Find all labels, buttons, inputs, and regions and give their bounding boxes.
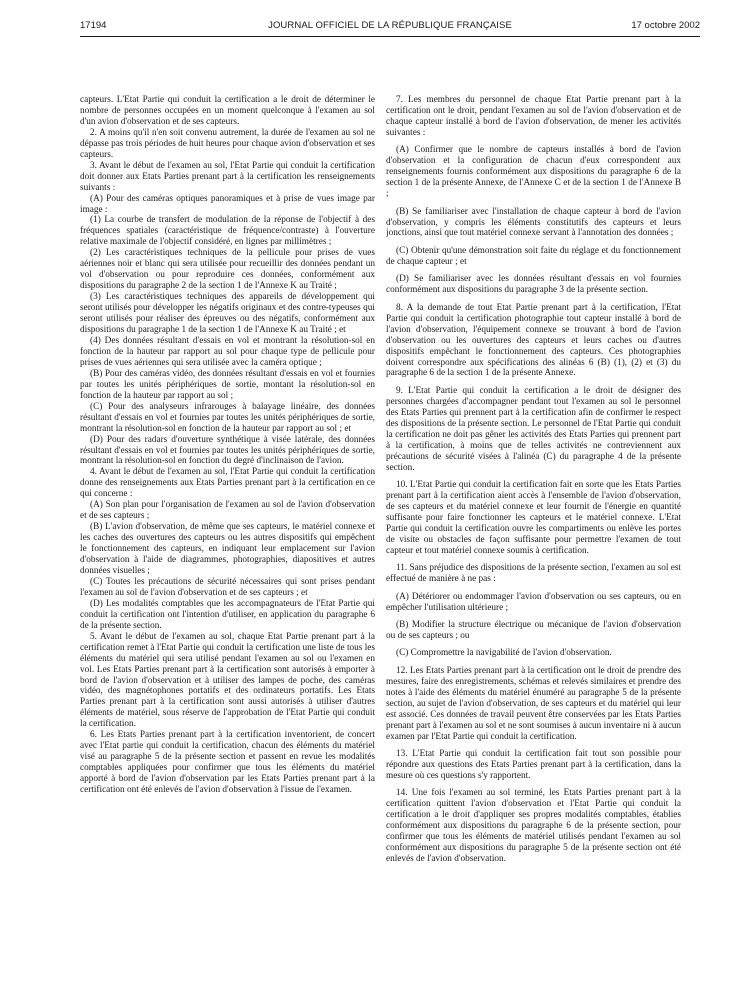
left-column [80,95,375,955]
paragraph: (B) Se familiariser avec l'installation de chaque capteur à bord de l'avion d'observation, y compris les éléments constitutifs des capteurs et leurs jonctions, ainsi que tout matériel connexe servant à l'annotation des données ; [386,206,681,239]
paragraph: (B) Modifier la structure électrique ou mécanique de l'avion d'observation ou de ses capteurs ; ou [386,620,681,641]
paragraph: (B) L'avion d'observation, de même que ses capteurs, le matériel connexe et les caches des ouvertures des capteurs ou les autres dispositifs qui empêchent le fonctionnement des capteurs, en indiquant leur emplacement sur l'avion d'observation à l'aide de diagrammes, photographies, diapositives et autres données visuelles ; [80,522,375,576]
publication-date: 17 octobre 2002 [631,20,700,31]
paragraph: (4) Des données résultant d'essais en vol et montrant la résolution-sol en fonction de la hauteur par rapport au sol pour chaque type de pellicule pour prises de vues aériennes qui sera utilisée avec la caméra optique ; [80,335,375,368]
paragraph: (A) Pour des caméras optiques panoramiques et à prise de vues image par image : [80,193,375,215]
paragraph: (C) Obtenir qu'une démonstration soit faite du réglage et du fonctionnement de chaque capteur ; et [386,245,681,267]
paragraph: 7. Les membres du personnel de chaque Etat Partie prenant part à la certification ont le droit, pendant l'examen au sol de l'avion d'observation et de chaque capteur installé à bord de l'avion d'observation, de mener les activités suivantes : [386,95,681,138]
paragraph: (A) Confirmer que le nombre de capteurs installés à bord de l'avion d'observation et la configuration de chacun d'eux correspondent aux renseignements fournis conformément aux dispositions du paragraphe 6 de la section 1 de la présente Annexe, de l'Annexe C et de la section 1 de l'Annexe B ; [386,145,681,200]
paragraph: 4. Avant le début de l'examen au sol, l'Etat Partie qui conduit la certification donne des renseignements aux Etats Parties prenant part à la certification en ce qui concerne : [80,467,375,500]
paragraph: (D) Se familiariser avec les données résultant d'essais en vol fournies conformément aux dispositions du paragraphe 3 de la présente section. [386,274,681,296]
paragraph: 13. L'Etat Partie qui conduit la certification fait tout son possible pour répondre aux questions des Etats Parties prenant part à la certification, dans la mesure où ces questions s'y rapportent. [386,749,681,781]
paragraph: (A) Son plan pour l'organisation de l'examen au sol de l'avion d'observation et de ses capteurs ; [80,500,375,522]
paragraph: 14. Une fois l'examen au sol terminé, les Etats Parties prenant part à la certification quittent l'avion d'observation et l'Etat Partie qui conduit la certification a le droit d'appliquer ses propres modalités comptables, établies conformément aux dispositions du paragraphe 6 de la présente section, pour confirmer que tous les éléments de matériel utilisés pendant l'examen au sol conformément aux dispositions du paragraphe 5 de la présente section ont été enlevés de l'avion d'observation. [386,788,681,865]
paragraph: (C) Compromettre la navigabilité de l'avion d'observation. [396,648,612,659]
paragraph: 3. Avant le début de l'examen au sol, l'Etat Partie qui conduit la certification doit donner aux Etats Parties prenant part à la certification les renseignements suivants : [80,160,375,193]
paragraph: 8. A la demande de tout Etat Partie prenant part à la certification, l'Etat Partie qui conduit la certification photographie tout capteur installé à bord de l'avion d'observation, l'équipement connexe se trouvant à bord de l'avion d'observation ou les ouvertures des capteurs et leurs caches ou d'autres dispositifs empêchant le fonctionnement des capteurs. Ces photographies doivent correspondre aux spécifications des alinéas 6 (B) (1), (2) et (3) du paragraphe 6 de la section 1 de la présente Annexe. [386,302,681,379]
paragraph: (2) Les caractéristiques techniques de la pellicule pour prises de vues aériennes noir et blanc qui sera utilisée pour recueillir des données pendant un vol d'observation ou pour reproduire ces données, conformément aux dispositions du paragraphe 2 de la section 1 de l'Annexe K au Traité ; [80,248,375,292]
paragraph: 5. Avant le début de l'examen au sol, chaque Etat Partie prenant part à la certification remet à l'Etat Partie qui conduit la certification une liste de tous les éléments du matériel qui sera utilisé pendant l'examen au sol ou l'examen en vol. Les Etats Parties prenant part à la certification sont autorisés à emporter à bord de l'avion d'observation et à utiliser des lampes de poche, des caméras vidéo, des magnétophones portatifs et des ordinateurs portatifs. Les Etats Parties prenant part à la certification sont aussi autorisés à utiliser d'autres éléments de matériel, sous réserve de l'approbation de l'Etat Partie qui conduit la certification. [80,631,375,730]
right-column [386,95,681,955]
paragraph: 12. Les Etats Parties prenant part à la certification ont le droit de prendre des mesures, faire des enregistrements, schémas et relevés similaires et prendre des notes à l'aide des éléments du matériel énuméré au paragraphe 5 de la présente section, au sujet de l'avion d'observation, de ses capteurs et du matériel qui leur est associé. Ces données de travail peuvent être conservées par les Etats Parties prenant part à l'examen au sol et ne sont soumises à aucun inventaire ni à aucun examen par l'Etat Partie qui conduit la certification. [386,665,681,742]
paragraph: (B) Pour des caméras vidéo, des données résultant d'essais en vol et fournies par toutes les unités périphériques de sortie, montant la résolution-sol en fonction de la hauteur par rapport au sol ; [80,368,375,401]
paragraph: (C) Toutes les précautions de sécurité nécessaires qui sont prises pendant l'examen au sol de l'avion d'observation et de ses capteurs ; et [80,576,375,598]
paragraph: (C) Pour des analyseurs infrarouges à balayage linéaire, des données résultant d'essais en vol et fournies par toutes les unités périphériques de sortie, montrant la résolution-sol en fonction de la hauteur par rapport au sol ; et [80,401,375,434]
paragraph: 6. Les Etats Parties prenant part à la certification inventorient, de concert avec l'Etat partie qui conduit la certification, chacun des éléments du matériel visé au paragraphe 5 de la présente section et passent en revue les modalités comptables appliquées pour confirmer que tous les éléments du matériel apporté à bord de l'avion d'observation par les Etats Parties prenant part à la certification ont été enlevés de l'avion d'observation à l'issue de l'examen. [80,730,375,796]
journal-title: JOURNAL OFFICIEL DE LA RÉPUBLIQUE FRANÇAISE [268,20,512,31]
paragraph: capteurs. L'Etat Partie qui conduit la certification a le droit de déterminer le nombre de personnes occupées en un moment quelconque à l'examen au sol d'un avion d'observation et de ses capteurs. [80,95,375,127]
page-number: 17194 [80,20,107,31]
paragraph: (D) Pour des radars d'ouverture synthétique à visée latérale, des données résultant d'essais en vol et fournies par toutes les unités périphériques de sortie, montrant la résolution-sol en fonction du degré d'inclinaison de l'avion. [80,434,375,467]
paragraph: 9. L'Etat Partie qui conduit la certification a le droit de désigner des personnes chargées d'accompagner pendant tout l'examen au sol le personnel des Etats Parties qui prennent part à la certification afin de confirmer le respect des dispositions de la présente section. Le personnel de l'Etat Partie qui conduit la certification ne doit pas gêner les activités des Etats Parties qui prennent part à la certification, à moins que de telles activités ne contreviennent aux précautions de sécurité visées à l'alinéa (C) du paragraphe 4 de la présente section. [386,385,681,473]
paragraph: (A) Détériorer ou endommager l'avion d'observation ou ses capteurs, ou en empêcher l'utilisation ultérieure ; [386,591,681,613]
paragraph: 2. A moins qu'il n'en soit convenu autrement, la durée de l'examen au sol ne dépasse pas trois périodes de huit heures pour chaque avion d'observation et ses capteurs. [80,127,375,160]
header-rule [80,36,700,37]
paragraph: 10. L'Etat Partie qui conduit la certification fait en sorte que les Etats Parties prenant part à la certification aient accès à l'ensemble de l'avion d'observation, de ses capteurs et du matériel connexe et leur fournit de l'énergie en quantité suffisante pour faire fonctionner les capteurs et le matériel connexe. L'Etat Partie qui conduit la certification ouvre les compartiments ou enlève les portes de visite ou obstacles de façon suffisante pour permettre l'examen de tout capteur et tout matériel connexe soumis à certification. [386,480,681,556]
paragraph: (3) Les caractéristiques techniques des appareils de développement qui seront utilisés pour développer les négatifs originaux et des contre-typeuses qui seront utilisés pour réaliser des épreuves ou des négatifs, conformément aux dispositions du paragraphe 1 de la section 1 de l'Annexe K au Traité ; et [80,292,375,336]
page-header [80,20,700,34]
paragraph: 11. Sans préjudice des dispositions de la présente section, l'examen au sol est effectué de manière à ne pas : [386,563,681,585]
paragraph: (1) La courbe de transfert de modulation de la réponse de l'objectif à des fréquences spatiales (caractéristique de fréquence/contraste) à l'ouverture relative maximale de l'objectif considéré, en lignes par millimètres ; [80,215,375,248]
paragraph: (D) Les modalités comptables que les accompagnateurs de l'Etat Partie qui conduit la certification ont l'intention d'utiliser, en application du paragraphe 6 de la présente section. [80,598,375,631]
